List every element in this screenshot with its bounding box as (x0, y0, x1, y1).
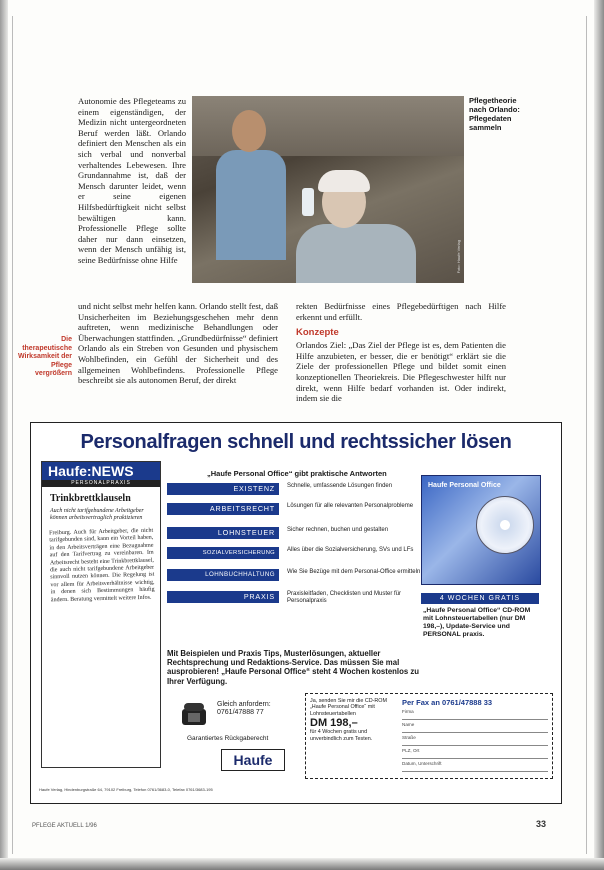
ad-footer: Haufe Verlag, Hindenburgstraße 64, 79102 Freiburg, Telefon 0761/3683-0, Telefax 0761/3683-195 (39, 787, 213, 792)
product-title: Haufe Personal Office (428, 482, 501, 489)
coupon-form (402, 698, 548, 772)
feature-row (167, 591, 437, 605)
photo-caption: Pflegetheorie nach Orlando: Pflegedaten sammeln (469, 96, 520, 132)
feature-desc: Praxisleitfaden, Checklisten und Muster für Personalpraxis (287, 591, 402, 604)
wochen-gratis-badge: 4 WOCHEN GRATIS (421, 593, 539, 604)
news-lead: Auch nicht tarifgebundene Arbeitgeber können arbeitsvertraglich praktizieren (50, 508, 144, 522)
photo-spray-bottle (302, 188, 314, 216)
feature-row (167, 527, 437, 541)
guarantee-text: Garantiertes Rückgaberecht (187, 735, 269, 742)
coupon-price: DM 198,– (310, 717, 358, 730)
coupon-offer (310, 698, 394, 742)
ad-title: Personalfragen schnell und rechtssicher lösen (80, 431, 512, 453)
page-border-right (586, 16, 587, 854)
form-field-ort[interactable]: PLZ, Ort (402, 748, 548, 759)
feature-row (167, 483, 437, 497)
haufe-logo: Haufe (221, 749, 285, 771)
section-subhead: Konzepte (296, 327, 339, 339)
page-number: 33 (536, 819, 547, 829)
photo-patient-hair (318, 170, 370, 192)
form-field-firma[interactable]: Firma (402, 709, 548, 720)
konzepte-text: Orlandos Ziel: „Das Ziel der Pflege ist es, dem Patienten die Hilfe anzubieten, er besser, die er benötigt“ erklärt sie die Ziele der professionellen Pflege und bildet somit einen konzeptionellen Theoriekreis. Die Pflegeschwester hilft nur direkt, wenn Hilfe bedarf vorhanden ist. Oder indirekt, indem sie die (296, 340, 506, 404)
sidenote: Die therapeutische Wirksamkeit der Pflege vergrößern (17, 336, 72, 378)
news-clipping (41, 461, 161, 768)
scan-edge-bottom (0, 858, 604, 870)
article-left-column: Autonomie des Pflegeteams zu einem eigenständigen, der Medizin nicht untergeordneten Beruf werden läßt. Orlando definiert den Menschen als ein sich verbal und nonverbal verhaltendes Lebewesen. Ihre Grundannahme ist, daß der Mensch darunter leidet, wenn er seine eigenen Hilfsbedürftigkeit nicht selbst bewältigen kann. Professionelle Pflege sollte daher nur dann einsetzen, wenn der Mensch unfähig ist, seine Bedürfnisse ohne Hilfe (78, 96, 186, 265)
feature-row (167, 547, 437, 561)
magazine-footer: PFLEGE AKTUELL 1/96 (32, 823, 97, 829)
article-right-text: rekten Bedürfnisse eines Pflegebedürftigen nach Hilfe erkennt und erfüllt. (296, 301, 506, 322)
scan-edge-right (594, 0, 604, 870)
page-border-left (12, 16, 13, 854)
photo-credit: Foto: Haufe Verlag (456, 239, 461, 273)
feature-label: LOHNSTEUER (167, 527, 279, 539)
article-wide-column: und nicht selbst mehr helfen kann. Orlando stellt fest, daß Unsicherheiten im Beziehungsgeschehen mehr denn auftreten, wenn medizinische Behandlungen oder Überwachungen stattfinden. „Grundbedürfnisse“ definiert Orlando als ein Streben von Gesunden und physischem Wohlbefinden, ein Gefühl der Sicherheit und des allgemeinen Wohlbefindens. Professionelle Pflege beschreibt sie als autonomen Beruf, der direkt (78, 301, 278, 386)
feature-label: ARBEITSRECHT (167, 503, 279, 515)
coupon-text2: für 4 Wochen gratis und unverbindlich zum Testen. (310, 729, 373, 742)
order-coupon[interactable] (305, 693, 553, 779)
feature-row (167, 569, 437, 583)
phone-block (217, 701, 271, 718)
form-field-strasse[interactable]: Straße (402, 735, 548, 746)
feature-label: EXISTENZ (167, 483, 279, 495)
office-heading: „Haufe Personal Office“ gibt praktische Antworten (207, 469, 387, 478)
feature-desc: Lösungen für alle relevanten Personalprobleme (287, 503, 414, 509)
article-right-column (296, 301, 506, 404)
ad-body-text: Mit Beispielen und Praxis Tips, Musterlösungen, aktueller Rechtsprechung und Redaktions-Service. Das müssen Sie mal ausprobieren! „Haufe Personal Office“ steht 4 Wochen kostenlos zu Ihrer Verfügung. (167, 649, 420, 686)
feature-desc: Alles über die Sozialversicherung, SVs und LFs (287, 547, 414, 553)
advertisement (30, 422, 562, 804)
scan-edge-left (0, 0, 8, 870)
coupon-text: Ja, senden Sie mir die CD-ROM „Haufe Personal Office“ mit Lohnsteuertabellen (310, 698, 387, 717)
article-photo (192, 96, 464, 283)
feature-desc: Sicher rechnen, buchen und gestalten (287, 527, 389, 533)
feature-label: PRAXIS (167, 591, 279, 603)
phone-label: Gleich anfordern: (217, 701, 271, 708)
news-body: Freiburg. Auch für Arbeitgeber, die nicht tarifgebunden sind, kann ein Vorteil haben, in den Arbeitsverträgen eine Bezugnahme auf den Tarifvertrag zu vereinbaren. Im Arbeitsrecht besteht eine Trinkbrettklausel, die auch nicht tarifgebundene Arbeitgeber sinnvoll nutzen können. Die Regelung ist vor allem für Arbeitsverhältnisse wichtig, in denen sich Bestimmungen häufig ändern. Beratung vermittelt weitere Infos. (49, 527, 155, 603)
phone-icon (179, 699, 209, 729)
news-subheader: PERSONALPRAXIS (42, 480, 160, 487)
photo-patient-body (296, 224, 416, 283)
news-title: Trinkbrettklauseln (50, 493, 131, 504)
cdrom-offer: „Haufe Personal Office“ CD-ROM mit Lohnsteuertabellen (nur DM 198,–), Update-Service und PERSONAL praxis. (423, 607, 531, 638)
feature-label: LOHNBUCHHALTUNG (167, 569, 279, 581)
news-header: Haufe:NEWS (42, 462, 160, 480)
photo-nurse-body (216, 150, 286, 260)
feature-row (167, 503, 437, 517)
feature-desc: Wie Sie Bezüge mit dem Personal-Office ermitteln (287, 569, 421, 575)
fax-number: Per Fax an 0761/47888 33 (402, 698, 493, 707)
form-field-name[interactable]: Name (402, 722, 548, 733)
cd-disc-icon (476, 496, 534, 554)
feature-desc: Schnelle, umfassende Lösungen finden (287, 483, 393, 489)
product-box (421, 475, 541, 585)
phone-number: 0761/47888 77 (217, 709, 264, 717)
form-field-signature[interactable]: Datum, Unterschrift (402, 761, 548, 772)
feature-label: SOZIALVERSICHERUNG (167, 547, 279, 559)
photo-nurse-head (232, 110, 266, 152)
